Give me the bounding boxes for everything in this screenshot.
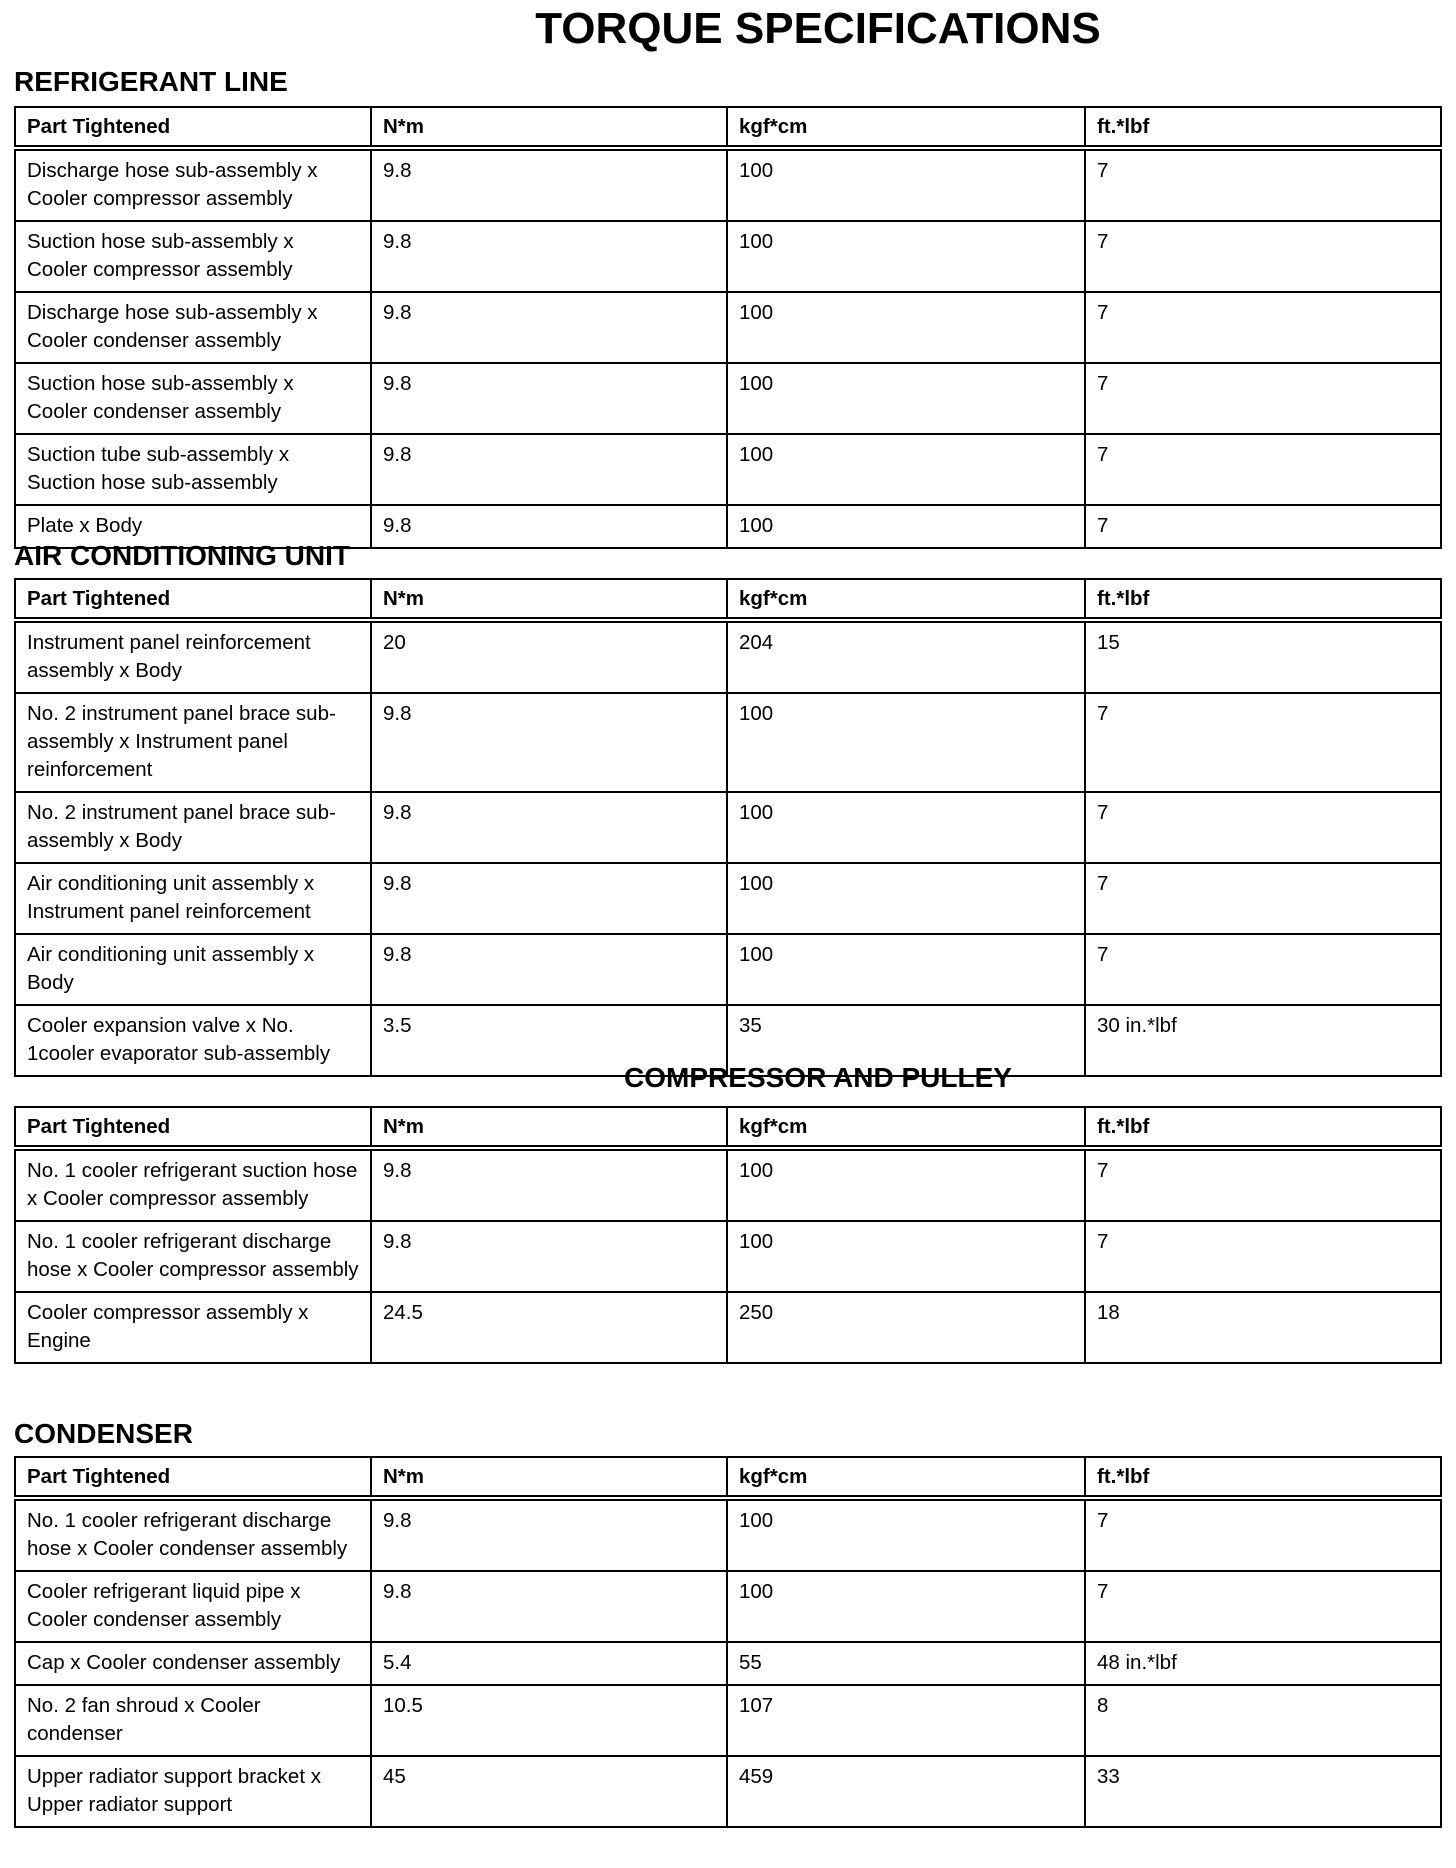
part-tightened-cell: Cooler compressor assembly x Engine (15, 1292, 371, 1363)
ftlbf-cell: 15 (1085, 620, 1441, 693)
part-tightened-cell: No. 2 instrument panel brace sub-assembly x Body (15, 792, 371, 863)
kgfcm-cell: 35 (727, 1005, 1085, 1076)
nm-cell: 45 (371, 1756, 727, 1827)
nm-cell: 20 (371, 620, 727, 693)
table-row (15, 1148, 1441, 1221)
part-tightened-cell: Cooler expansion valve x No. 1cooler evaporator sub-assembly (15, 1005, 371, 1076)
part-tightened-cell: Discharge hose sub-assembly x Cooler condenser assembly (15, 292, 371, 363)
kgfcm-cell: 100 (727, 1498, 1085, 1571)
nm-cell: 3.5 (371, 1005, 727, 1076)
part-tightened-cell: Cooler refrigerant liquid pipe x Cooler condenser assembly (15, 1571, 371, 1642)
column-header: Part Tightened (15, 1457, 371, 1498)
kgfcm-cell: 100 (727, 1571, 1085, 1642)
part-tightened-cell: No. 2 instrument panel brace sub-assembly x Instrument panel reinforcement (15, 693, 371, 792)
table-row (15, 1498, 1441, 1571)
column-header: kgf*cm (727, 579, 1085, 620)
section-heading: COMPRESSOR AND PULLEY (624, 1062, 1012, 1093)
kgfcm-cell: 250 (727, 1292, 1085, 1363)
column-header: ft.*lbf (1085, 1457, 1441, 1498)
kgfcm-cell: 100 (727, 1221, 1085, 1292)
section-heading: REFRIGERANT LINE (14, 66, 288, 97)
part-tightened-cell: Air conditioning unit assembly x Body (15, 934, 371, 1005)
column-header: ft.*lbf (1085, 107, 1441, 148)
ftlbf-cell: 7 (1085, 934, 1441, 1005)
column-header: Part Tightened (15, 1107, 371, 1148)
part-tightened-cell: Discharge hose sub-assembly x Cooler compressor assembly (15, 148, 371, 221)
ftlbf-cell: 7 (1085, 363, 1441, 434)
column-header: Part Tightened (15, 579, 371, 620)
ftlbf-cell: 8 (1085, 1685, 1441, 1756)
column-header: ft.*lbf (1085, 579, 1441, 620)
kgfcm-cell: 100 (727, 1148, 1085, 1221)
nm-cell: 9.8 (371, 292, 727, 363)
column-header: kgf*cm (727, 1107, 1085, 1148)
nm-cell: 9.8 (371, 1221, 727, 1292)
ftlbf-cell: 7 (1085, 863, 1441, 934)
torque-table (14, 578, 1442, 1077)
nm-cell: 9.8 (371, 934, 727, 1005)
part-tightened-cell: Air conditioning unit assembly x Instrument panel reinforcement (15, 863, 371, 934)
column-header: Part Tightened (15, 107, 371, 148)
kgfcm-cell: 107 (727, 1685, 1085, 1756)
ftlbf-cell: 18 (1085, 1292, 1441, 1363)
nm-cell: 9.8 (371, 1571, 727, 1642)
ftlbf-cell: 7 (1085, 1221, 1441, 1292)
ftlbf-cell: 7 (1085, 1148, 1441, 1221)
table-row (15, 148, 1441, 221)
nm-cell: 5.4 (371, 1642, 727, 1685)
table-row (15, 792, 1441, 863)
table-row (15, 693, 1441, 792)
ftlbf-cell: 7 (1085, 792, 1441, 863)
table-row (15, 863, 1441, 934)
part-tightened-cell: Upper radiator support bracket x Upper radiator support (15, 1756, 371, 1827)
section-heading: AIR CONDITIONING UNIT (14, 540, 350, 571)
column-header: kgf*cm (727, 107, 1085, 148)
nm-cell: 9.8 (371, 1148, 727, 1221)
column-header: kgf*cm (727, 1457, 1085, 1498)
column-header: N*m (371, 1107, 727, 1148)
table-row (15, 1642, 1441, 1685)
section-heading: CONDENSER (14, 1418, 193, 1449)
ftlbf-cell: 33 (1085, 1756, 1441, 1827)
ftlbf-cell: 7 (1085, 1498, 1441, 1571)
torque-table (14, 1456, 1442, 1828)
ftlbf-cell: 7 (1085, 505, 1441, 548)
table-row (15, 1292, 1441, 1363)
nm-cell: 9.8 (371, 434, 727, 505)
table-header-row (15, 579, 1441, 620)
nm-cell: 9.8 (371, 363, 727, 434)
kgfcm-cell: 100 (727, 934, 1085, 1005)
ftlbf-cell: 7 (1085, 148, 1441, 221)
table-row (15, 292, 1441, 363)
table-header-row (15, 1107, 1441, 1148)
torque-table (14, 106, 1442, 549)
part-tightened-cell: Suction tube sub-assembly x Suction hose sub-assembly (15, 434, 371, 505)
kgfcm-cell: 459 (727, 1756, 1085, 1827)
table-row (15, 1221, 1441, 1292)
ftlbf-cell: 7 (1085, 1571, 1441, 1642)
ftlbf-cell: 7 (1085, 434, 1441, 505)
kgfcm-cell: 100 (727, 505, 1085, 548)
part-tightened-cell: Suction hose sub-assembly x Cooler condenser assembly (15, 363, 371, 434)
ftlbf-cell: 7 (1085, 693, 1441, 792)
torque-table (14, 1106, 1442, 1364)
kgfcm-cell: 100 (727, 693, 1085, 792)
nm-cell: 24.5 (371, 1292, 727, 1363)
part-tightened-cell: Suction hose sub-assembly x Cooler compressor assembly (15, 221, 371, 292)
nm-cell: 9.8 (371, 792, 727, 863)
nm-cell: 9.8 (371, 505, 727, 548)
part-tightened-cell: No. 2 fan shroud x Cooler condenser (15, 1685, 371, 1756)
ftlbf-cell: 7 (1085, 292, 1441, 363)
table-row (15, 1756, 1441, 1827)
column-header: N*m (371, 579, 727, 620)
table-header-row (15, 1457, 1441, 1498)
part-tightened-cell: Plate x Body (15, 505, 371, 548)
ftlbf-cell: 7 (1085, 221, 1441, 292)
table-row (15, 934, 1441, 1005)
table-row (15, 363, 1441, 434)
nm-cell: 9.8 (371, 863, 727, 934)
nm-cell: 10.5 (371, 1685, 727, 1756)
ftlbf-cell: 30 in.*lbf (1085, 1005, 1441, 1076)
part-tightened-cell: Cap x Cooler condenser assembly (15, 1642, 371, 1685)
nm-cell: 9.8 (371, 693, 727, 792)
table-row (15, 1685, 1441, 1756)
part-tightened-cell: No. 1 cooler refrigerant discharge hose x Cooler condenser assembly (15, 1498, 371, 1571)
column-header: N*m (371, 107, 727, 148)
part-tightened-cell: Instrument panel reinforcement assembly x Body (15, 620, 371, 693)
nm-cell: 9.8 (371, 1498, 727, 1571)
part-tightened-cell: No. 1 cooler refrigerant suction hose x Cooler compressor assembly (15, 1148, 371, 1221)
kgfcm-cell: 55 (727, 1642, 1085, 1685)
nm-cell: 9.8 (371, 148, 727, 221)
kgfcm-cell: 100 (727, 148, 1085, 221)
table-row (15, 620, 1441, 693)
kgfcm-cell: 100 (727, 792, 1085, 863)
kgfcm-cell: 100 (727, 363, 1085, 434)
column-header: ft.*lbf (1085, 1107, 1441, 1148)
nm-cell: 9.8 (371, 221, 727, 292)
kgfcm-cell: 204 (727, 620, 1085, 693)
column-header: N*m (371, 1457, 727, 1498)
page-title: TORQUE SPECIFICATIONS (535, 4, 1101, 53)
ftlbf-cell: 48 in.*lbf (1085, 1642, 1441, 1685)
kgfcm-cell: 100 (727, 221, 1085, 292)
table-header-row (15, 107, 1441, 148)
part-tightened-cell: No. 1 cooler refrigerant discharge hose x Cooler compressor assembly (15, 1221, 371, 1292)
table-row (15, 434, 1441, 505)
kgfcm-cell: 100 (727, 863, 1085, 934)
kgfcm-cell: 100 (727, 292, 1085, 363)
kgfcm-cell: 100 (727, 434, 1085, 505)
table-row (15, 1571, 1441, 1642)
table-row (15, 221, 1441, 292)
